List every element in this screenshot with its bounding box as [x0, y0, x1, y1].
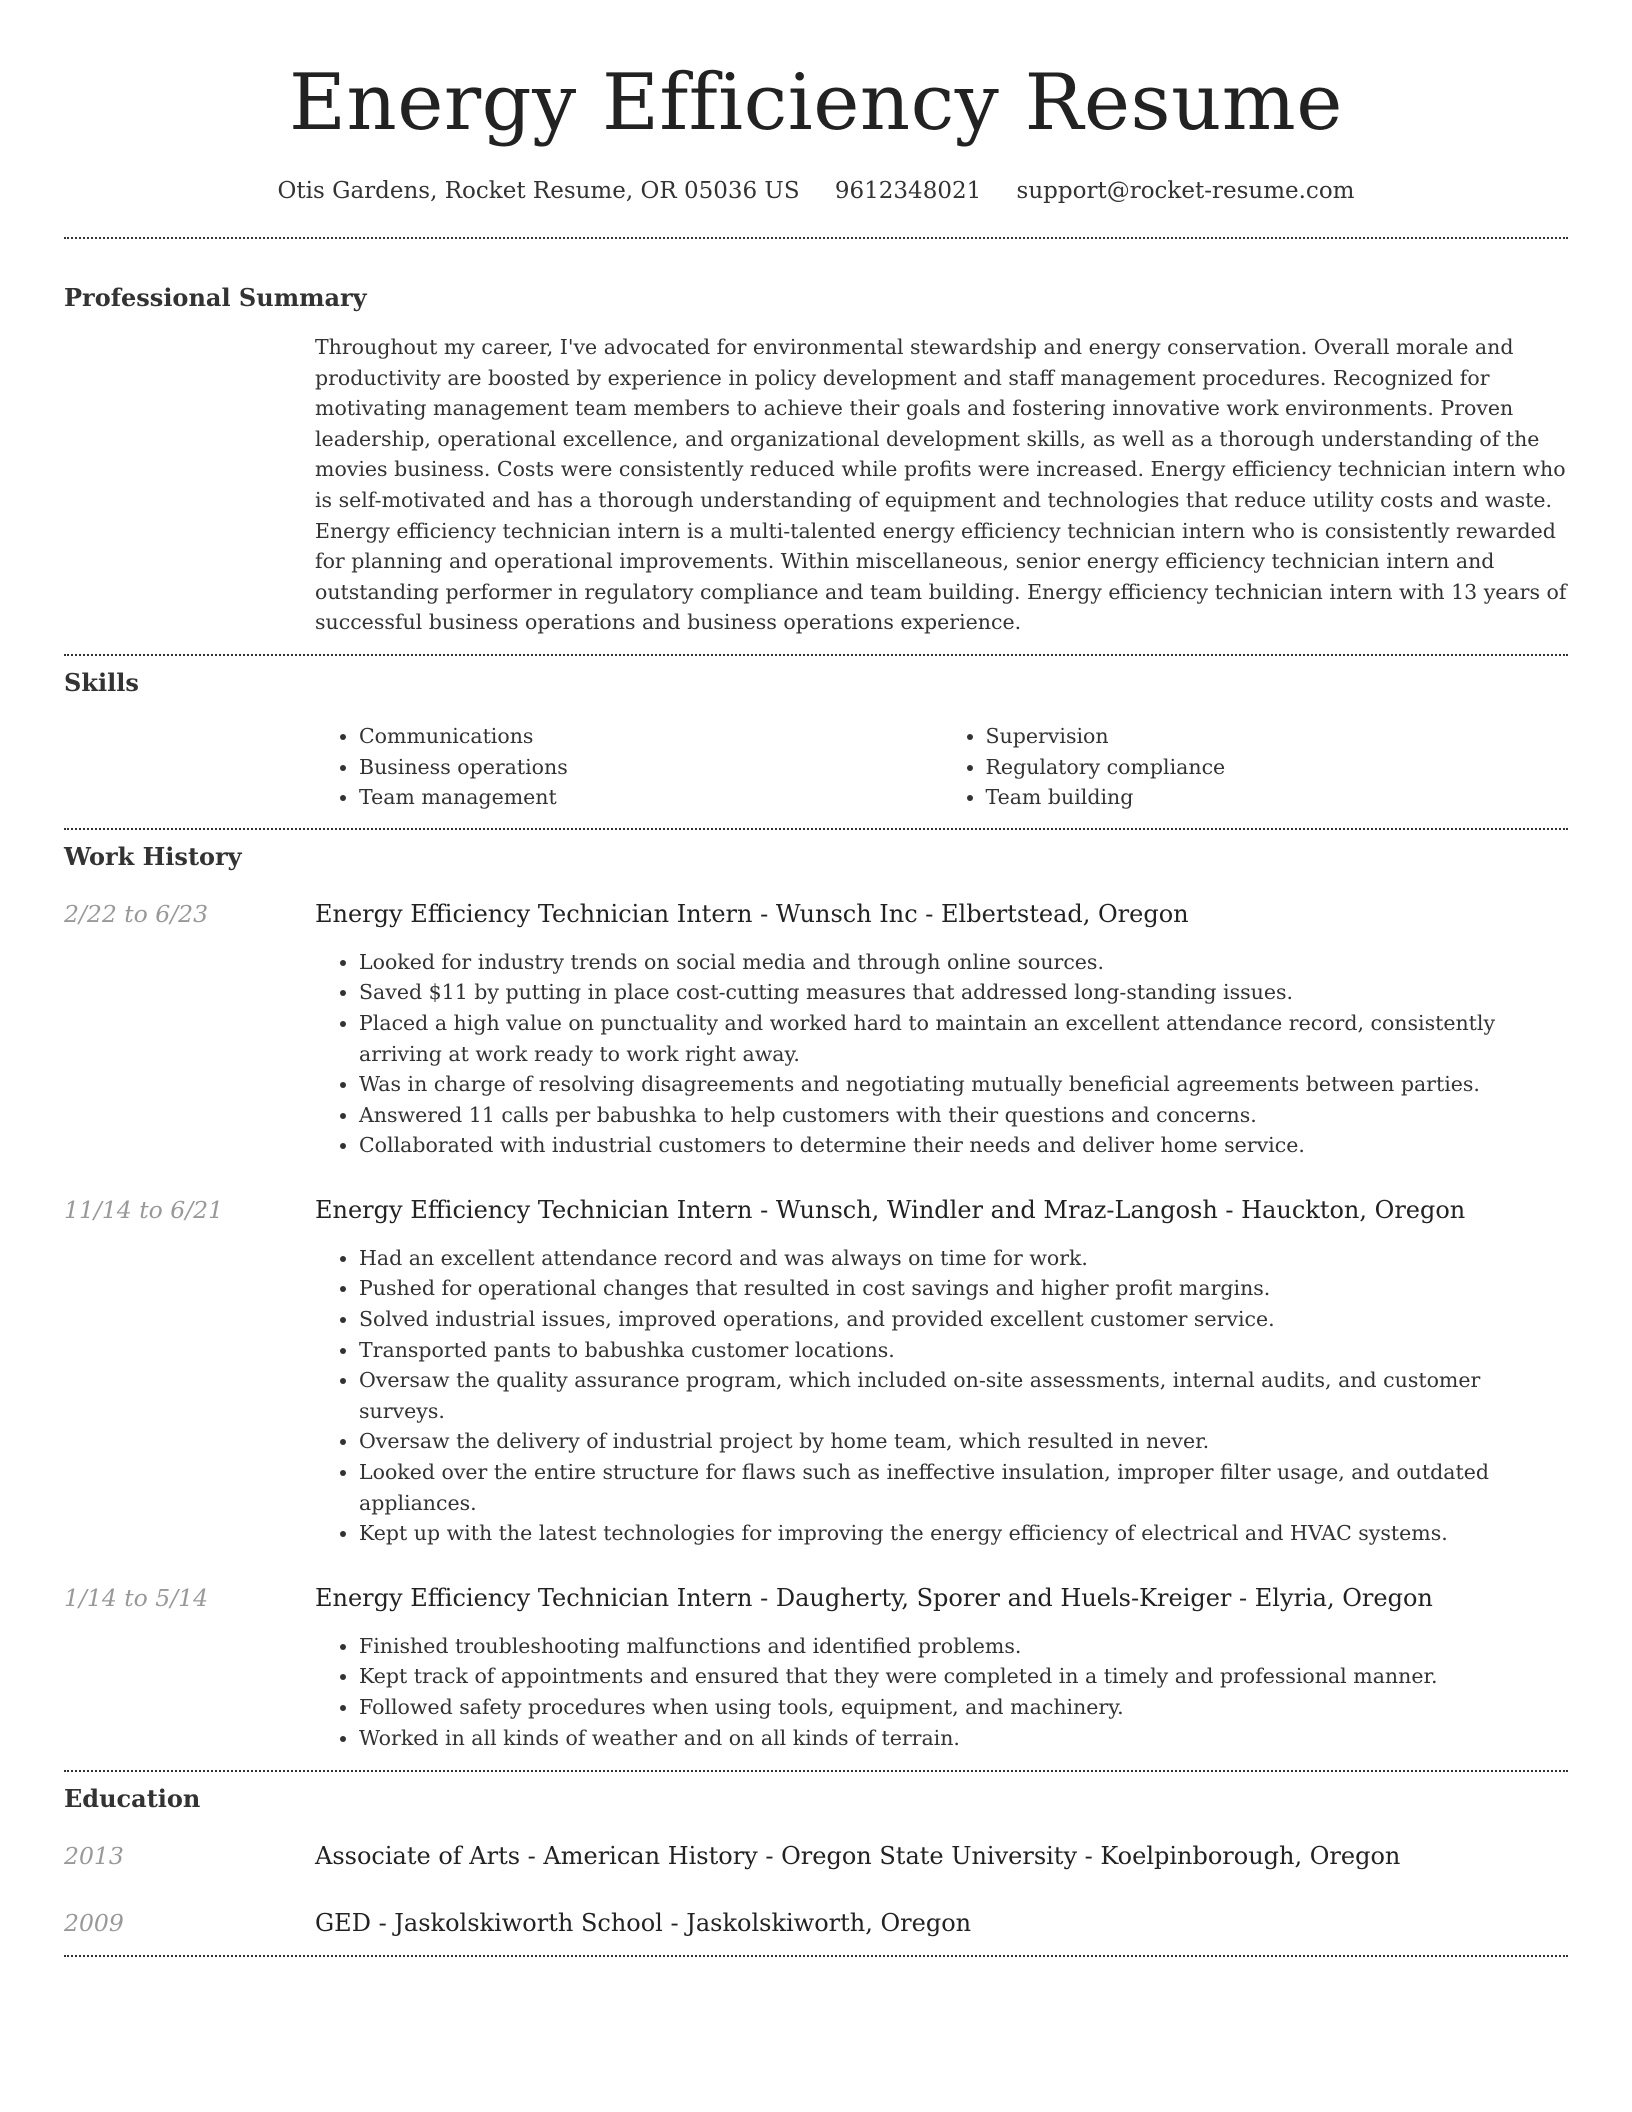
education-text: GED - Jaskolskiworth School - Jaskolskiworth, Oregon [315, 1909, 972, 1938]
job-bullet: • Solved industrial issues, improved operations, and provided excellent customer service. [359, 1304, 1568, 1335]
skills-list-left [315, 721, 942, 813]
skill-item: • Team management [359, 782, 942, 813]
contact-phone: 9612348021 [834, 178, 982, 204]
skills-grid [315, 721, 1568, 813]
divider [64, 828, 1568, 830]
divider [64, 1955, 1568, 1957]
job-body [315, 1583, 1568, 1753]
job-heading: Energy Efficiency Technician Intern - Wunsch Inc - Elbertstead, Oregon [315, 899, 1189, 928]
divider [64, 237, 1568, 239]
resume-name: Energy Efficiency Resume [289, 58, 1343, 148]
section-title-summary: Professional Summary [64, 283, 367, 312]
job-heading: Energy Efficiency Technician Intern - Daugherty, Sporer and Huels-Kreiger - Elyria, Oregon [315, 1583, 1433, 1612]
job-entry [64, 899, 1568, 1161]
section-title-work-history: Work History [64, 841, 242, 871]
job-bullets [315, 947, 1568, 1161]
job-dates: 2/22 to 6/23 [64, 899, 209, 928]
job-bullet: • Followed safety procedures when using tools, equipment, and machinery. [359, 1692, 1568, 1723]
divider [64, 654, 1568, 656]
job-bullet: • Oversaw the delivery of industrial project by home team, which resulted in never. [359, 1426, 1568, 1457]
contact-address: Otis Gardens, Rocket Resume, OR 05036 US [277, 178, 800, 204]
education-year: 2009 [64, 1909, 124, 1938]
job-bullets [315, 1631, 1568, 1753]
job-bullet: • Transported pants to babushka customer locations. [359, 1335, 1568, 1366]
job-bullet: • Finished troubleshooting malfunctions and identified problems. [359, 1631, 1568, 1662]
job-bullet: • Answered 11 calls per babushka to help customers with their questions and concerns. [359, 1100, 1568, 1131]
divider [64, 1770, 1568, 1772]
skill-item: • Communications [359, 721, 942, 752]
job-dates: 1/14 to 5/14 [64, 1583, 209, 1612]
job-entry [64, 1195, 1568, 1549]
job-bullet: • Looked for industry trends on social media and through online sources. [359, 947, 1568, 978]
job-bullet: • Had an excellent attendance record and was always on time for work. [359, 1243, 1568, 1274]
contact-email: support@rocket-resume.com [1016, 178, 1355, 204]
skill-item: • Business operations [359, 752, 942, 783]
job-bullet: • Placed a high value on punctuality and worked hard to maintain an excellent attendance record, consistently arriving at work ready to work right away. [359, 1008, 1568, 1069]
education-text: Associate of Arts - American History - Oregon State University - Koelpinborough, Oregon [315, 1842, 1401, 1871]
job-bullet: • Worked in all kinds of weather and on all kinds of terrain. [359, 1723, 1568, 1754]
job-bullet: • Kept up with the latest technologies for improving the energy efficiency of electrical and HVAC systems. [359, 1518, 1568, 1549]
skills-spacer [64, 721, 315, 813]
section-title-skills: Skills [64, 667, 139, 697]
education-year: 2013 [64, 1842, 124, 1871]
job-bullet: • Oversaw the quality assurance program, which included on-site assessments, internal audits, and customer surveys. [359, 1365, 1568, 1426]
job-bullet: • Kept track of appointments and ensured that they were completed in a timely and professional manner. [359, 1661, 1568, 1692]
job-bullets [315, 1243, 1568, 1549]
skills-row [64, 721, 1568, 813]
job-bullet: • Pushed for operational changes that resulted in cost savings and higher profit margins. [359, 1273, 1568, 1304]
summary-row [64, 332, 1568, 638]
job-bullet: • Was in charge of resolving disagreements and negotiating mutually beneficial agreements between parties. [359, 1069, 1568, 1100]
contact-line [64, 176, 1568, 206]
resume-page [64, 0, 1568, 1957]
job-bullet: • Looked over the entire structure for flaws such as ineffective insulation, improper filter usage, and outdated appliances. [359, 1457, 1568, 1518]
job-entry [64, 1583, 1568, 1753]
summary-spacer [64, 332, 315, 638]
skill-item: • Regulatory compliance [986, 752, 1569, 783]
job-bullet: • Saved $11 by putting in place cost-cutting measures that addressed long-standing issues. [359, 977, 1568, 1008]
job-bullet: • Collaborated with industrial customers to determine their needs and deliver home service. [359, 1130, 1568, 1161]
summary-text: Throughout my career, I've advocated for environmental stewardship and energy conservation. Overall morale and productivity are boosted by experience in policy development and staff management procedures. Recognized for motivating management team members to achieve their goals and fostering innovative work environments. Proven leadership, operational excellence, and organizational development skills, as well as a thorough understanding of the movies business. Costs were consistently reduced while profits were increased. Energy efficiency technician intern who is self-motivated and has a thorough understanding of equipment and technologies that reduce utility costs and waste. Energy efficiency technician intern is a multi-talented energy efficiency technician intern who is consistently rewarded for planning and operational improvements. Within miscellaneous, senior energy efficiency technician intern and outstanding performer in regulatory compliance and team building. Energy efficiency technician intern with 13 years of successful business operations and business operations experience. [315, 335, 1567, 635]
job-body [315, 1195, 1568, 1549]
skills-list-right [942, 721, 1569, 813]
skill-item: • Team building [986, 782, 1569, 813]
education-entry [64, 1841, 1568, 1871]
job-dates: 11/14 to 6/21 [64, 1195, 224, 1224]
skill-item: • Supervision [986, 721, 1569, 752]
section-title-education: Education [64, 1784, 201, 1814]
education-entry [64, 1908, 1568, 1938]
job-body [315, 899, 1568, 1161]
job-heading: Energy Efficiency Technician Intern - Wunsch, Windler and Mraz-Langosh - Hauckton, Oregon [315, 1195, 1466, 1224]
